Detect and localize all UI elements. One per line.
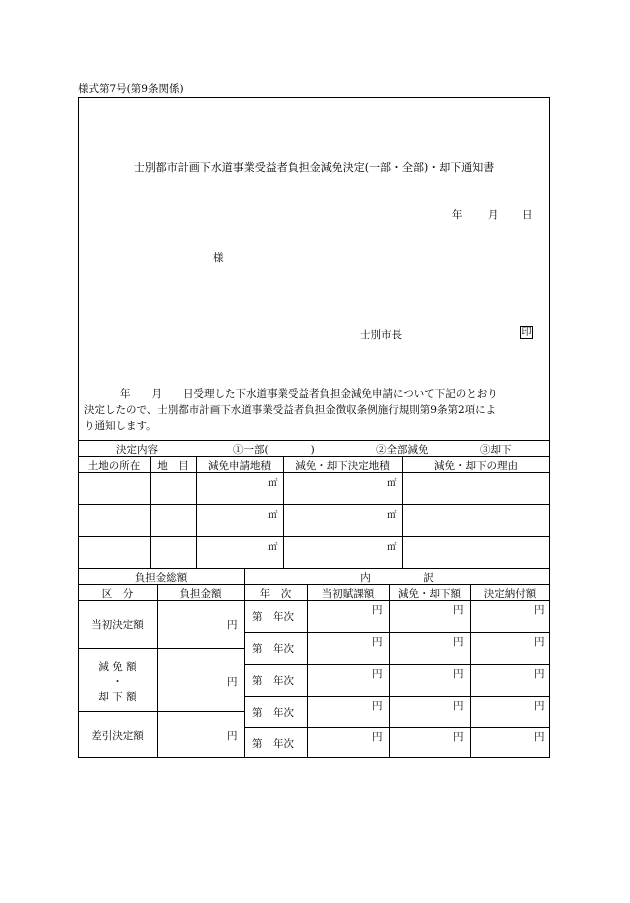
notice-title: 士別都市計画下水道事業受益者負担金減免決定(一部・全部)・却下通知書 xyxy=(133,161,495,174)
currency-unit: 円 xyxy=(453,604,464,616)
year-label: 第 年次 xyxy=(252,611,294,623)
currency-unit: 円 xyxy=(227,730,238,742)
issuer: 士別市長 xyxy=(360,329,402,341)
currency-unit: 円 xyxy=(372,604,383,616)
year-label: 第 年次 xyxy=(252,707,294,719)
category-net: 差引決定額 xyxy=(91,730,144,742)
currency-unit: 円 xyxy=(372,636,383,648)
area-unit: ㎡ xyxy=(387,478,397,489)
currency-unit: 円 xyxy=(372,700,383,712)
header-breakdown: 内 訳 xyxy=(360,572,434,584)
date-day: 日 xyxy=(522,209,533,221)
currency-unit: 円 xyxy=(227,619,238,631)
currency-unit: 円 xyxy=(453,636,464,648)
addressee-suffix: 様 xyxy=(213,252,224,264)
header-amount: 負担金額 xyxy=(179,588,222,600)
header-final-payment: 決定納付額 xyxy=(483,588,537,600)
currency-unit: 円 xyxy=(453,700,464,712)
year-label: 第 年次 xyxy=(252,738,294,750)
currency-unit: 円 xyxy=(534,668,545,680)
header-land-category: 地 目 xyxy=(157,460,189,472)
form-number: 様式第7号(第9条関係) xyxy=(78,83,184,95)
category-reduction-line3: 却 下 額 xyxy=(98,691,137,703)
currency-unit: 円 xyxy=(453,731,464,743)
category-reduction-line1: 減 免 額 xyxy=(98,661,137,673)
currency-unit: 円 xyxy=(534,604,545,616)
date-month: 月 xyxy=(488,209,499,221)
header-initial-levy: 当初賦課額 xyxy=(321,588,375,600)
body-line-3: り通知します。 xyxy=(84,420,157,432)
decision-option-full: ②全部減免 xyxy=(376,444,429,456)
body-line-2: 決定したので、士別都市計画下水道事業受益者負担金徴収条例施行規則第9条第2項によ xyxy=(84,404,497,416)
area-unit: ㎡ xyxy=(268,542,278,553)
area-unit: ㎡ xyxy=(387,542,397,553)
category-initial: 当初決定額 xyxy=(91,619,144,631)
date-year: 年 xyxy=(452,209,463,221)
year-label: 第 年次 xyxy=(252,643,294,655)
header-applied-area: 減免申請地積 xyxy=(208,460,271,472)
currency-unit: 円 xyxy=(227,676,238,688)
header-reason: 減免・却下の理由 xyxy=(434,460,518,472)
seal-icon: 印 xyxy=(521,327,532,338)
area-unit: ㎡ xyxy=(268,510,278,521)
decision-option-reject: ③却下 xyxy=(480,444,512,456)
header-fiscal-year: 年 次 xyxy=(259,588,292,600)
area-unit: ㎡ xyxy=(387,510,397,521)
header-location: 土地の所在 xyxy=(87,460,141,472)
category-reduction-line2: ・ xyxy=(112,676,123,688)
body-line-1: 年 月 日受理した下水道事業受益者負担金減免申請について下記のとおり xyxy=(120,388,498,400)
header-decided-area: 減免・却下決定地積 xyxy=(295,460,390,472)
header-category: 区 分 xyxy=(101,588,134,600)
currency-unit: 円 xyxy=(534,731,545,743)
currency-unit: 円 xyxy=(534,636,545,648)
area-unit: ㎡ xyxy=(268,478,278,489)
header-total: 負担金総額 xyxy=(134,572,188,584)
currency-unit: 円 xyxy=(372,668,383,680)
currency-unit: 円 xyxy=(372,731,383,743)
header-reduction: 減免・却下額 xyxy=(398,588,461,600)
currency-unit: 円 xyxy=(534,700,545,712)
currency-unit: 円 xyxy=(453,668,464,680)
year-label: 第 年次 xyxy=(252,675,294,687)
decision-option-partial: ①一部( ) xyxy=(233,444,315,456)
decision-label: 決定内容 xyxy=(116,444,158,456)
